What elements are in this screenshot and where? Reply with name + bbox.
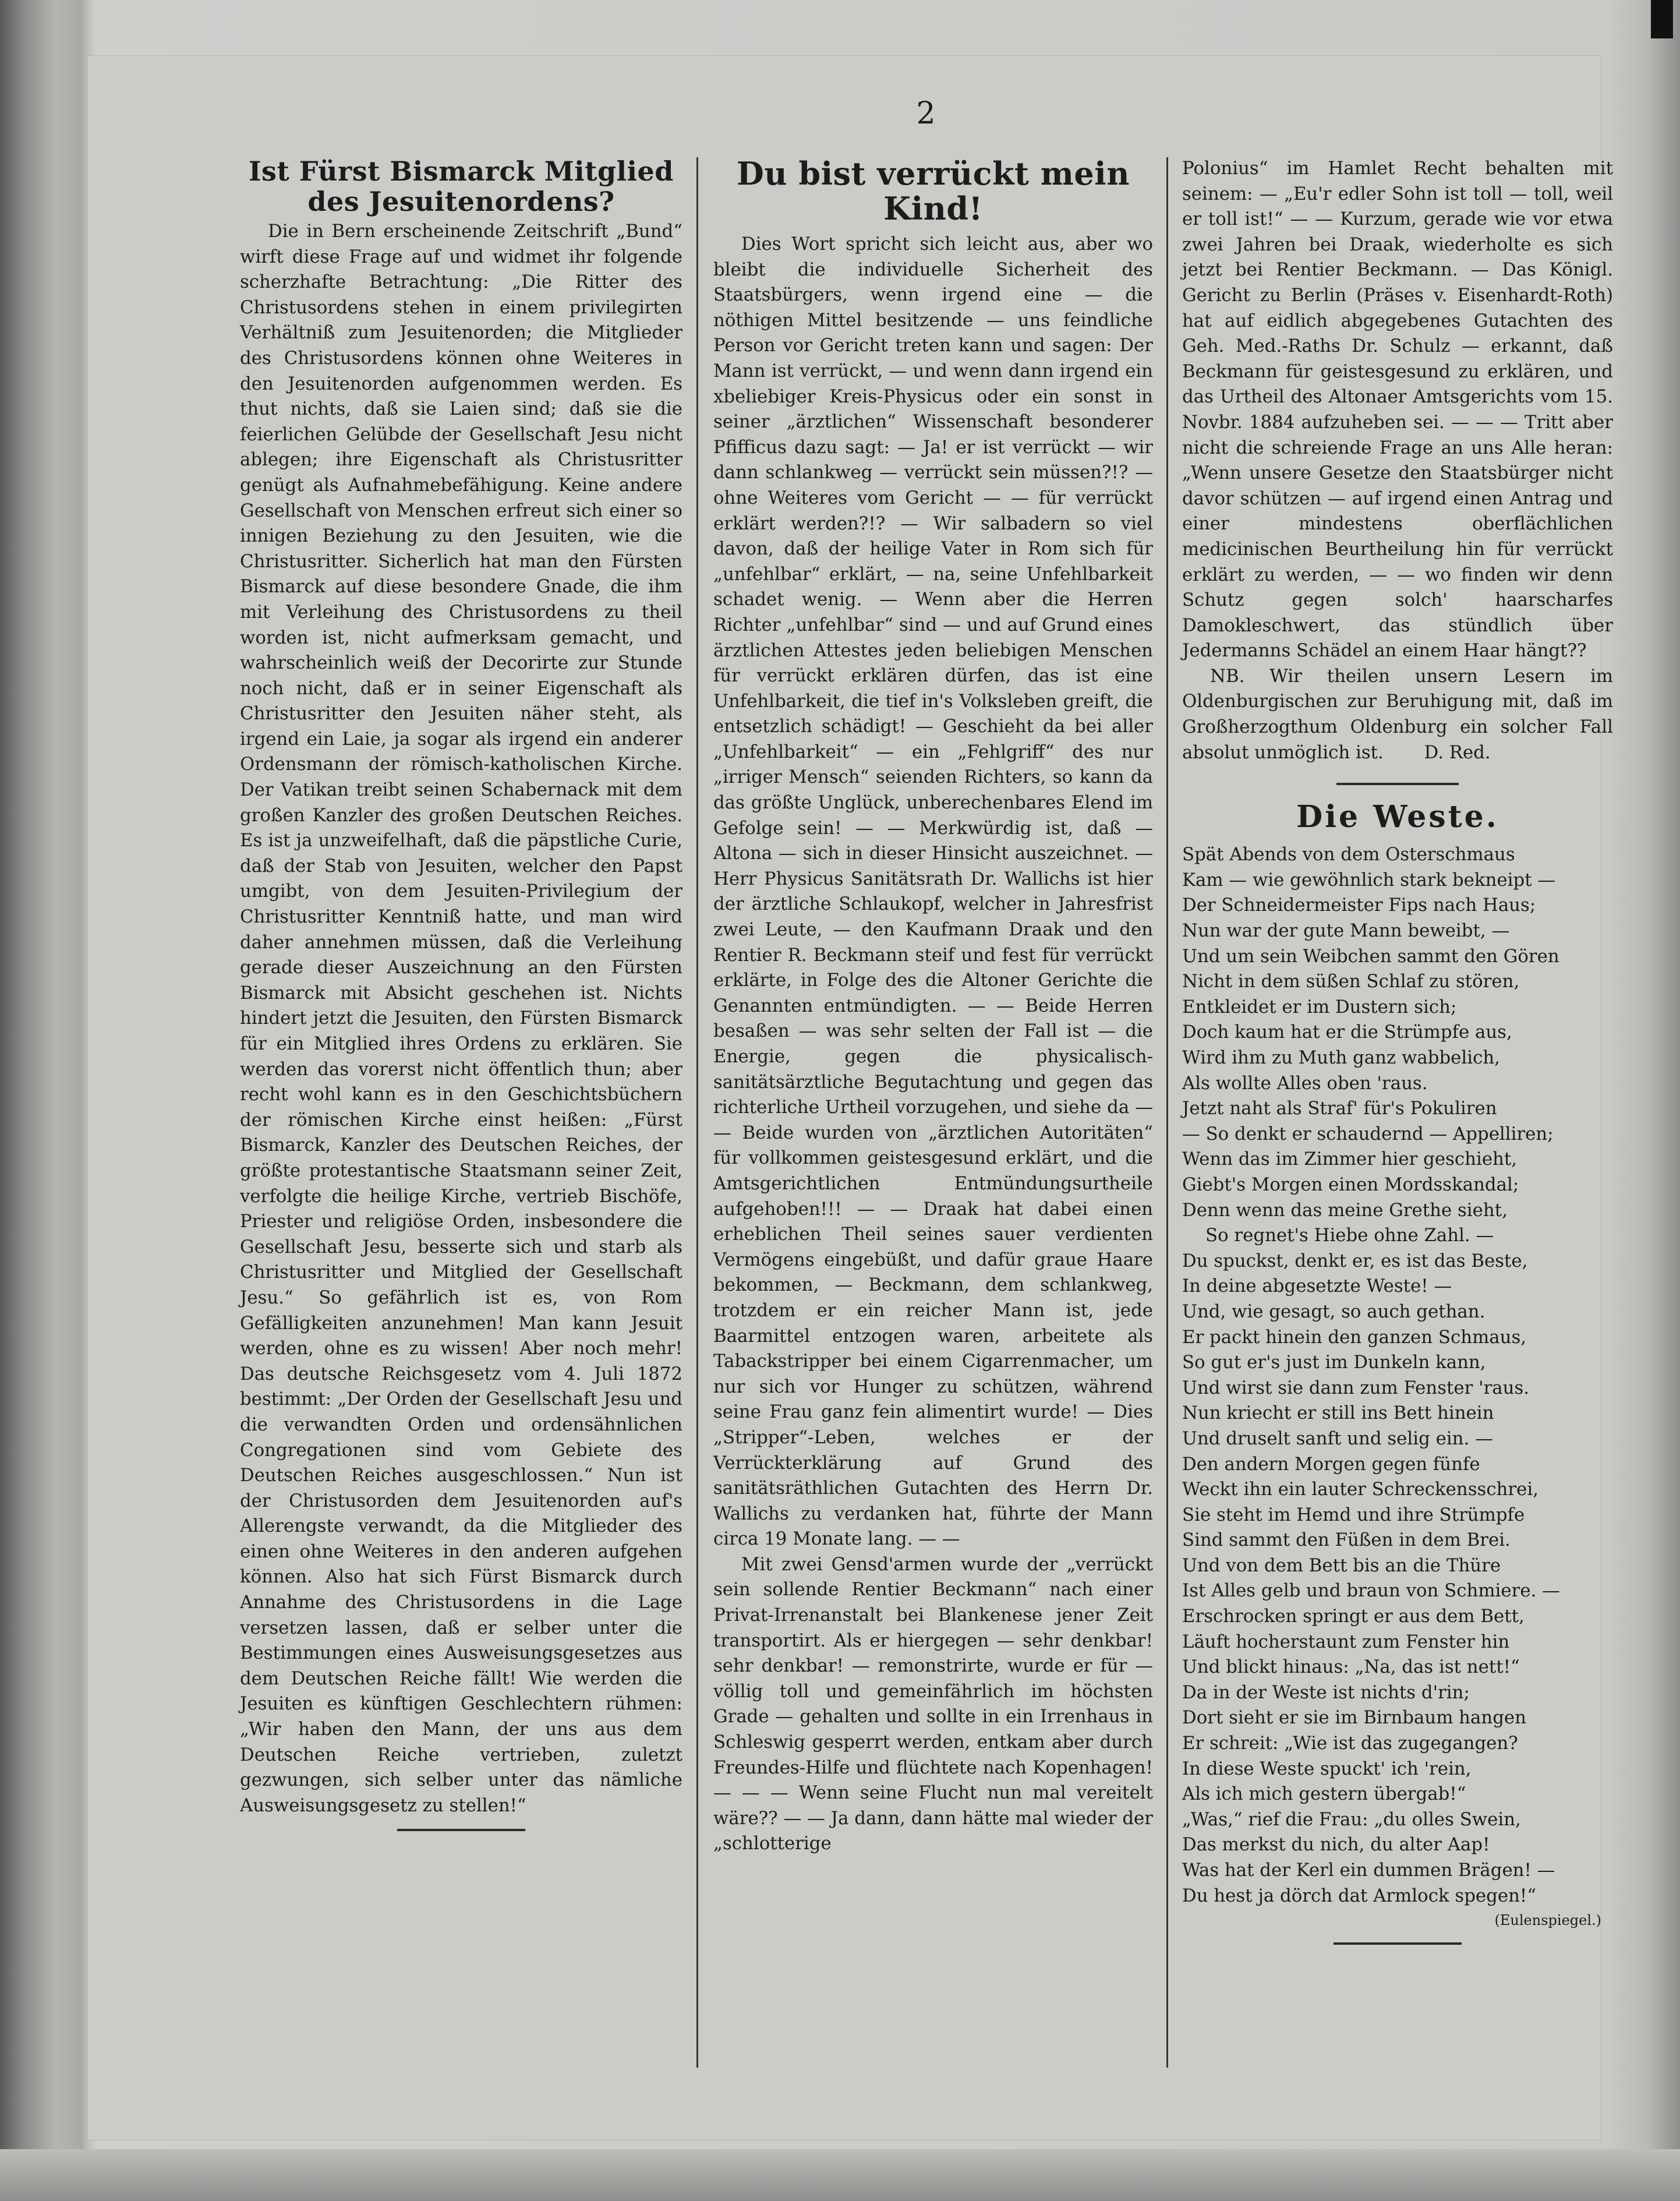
poem-line: Jetzt naht als Straf' für's Pokuliren [1182, 1098, 1497, 1119]
poem-line: — So denkt er schaudernd — Appelliren; [1182, 1123, 1554, 1144]
editor-note-signature: D. Red. [1424, 741, 1491, 763]
column-2 [713, 156, 1153, 1857]
poem-source: (Eulenspiegel.) [1494, 1912, 1601, 1929]
column-3 [1182, 156, 1613, 1945]
poem-line: Da in der Weste ist nichts d'rin; [1182, 1681, 1470, 1703]
poem-line: Er packt hinein den ganzen Schmaus, [1182, 1326, 1527, 1348]
poem-line: Giebt's Morgen einen Mordsskandal; [1182, 1174, 1519, 1195]
poem-line: Und blickt hinaus: „Na, das ist nett!“ [1182, 1656, 1520, 1678]
poem-title: Die Weste. [1296, 799, 1499, 835]
poem-line: Kam — wie gewöhnlich stark bekneipt — [1182, 869, 1556, 891]
poem-line: Er schreit: „Wie ist das zugegangen? [1182, 1733, 1518, 1754]
poem-line: Nun kriecht er still ins Bett hinein [1182, 1402, 1494, 1424]
poem-line: Was hat der Kerl ein dummen Brägen! — [1182, 1860, 1555, 1881]
article-1-paragraph: Die in Bern erscheinende Zeitschrift „Bund“ wirft diese Frage auf und widmet ihr folgende scherzhafte Betrachtung: „Die Ritter des Christusordens stehen in einem privilegirten Verhältniß zum Jesuitenorden; die Mitglieder des Christusordens können ohne Weiteres in den Jesuitenorden aufgenommen werden. Es thut nichts, daß sie Laien sind; daß sie die feierlichen Gelübde der Gesellschaft Jesu nicht ablegen; ihre Eigenschaft als Christusritter genügt als Aufnahmebefähigung. Keine andere Gesellschaft von Menschen erfreut sich einer so innigen Beziehung zu den Jesuiten, wie die Christusritter. Sicherlich hat man den Fürsten Bismarck auf diese besondere Gnade, die ihm mit Verleihung des Christusordens zu theil worden ist, nicht aufmerksam gemacht, und wahrscheinlich weiß der Decorirte zur Stunde noch nicht, daß er in seiner Eigenschaft als Christusritter den Jesuiten näher steht, als irgend ein Laie, ja sogar als irgend ein anderer Ordensmann der römisch-katholischen Kirche. Der Vatikan treibt seinen Schabernack mit dem großen Kanzler des großen Deutschen Reiches. Es ist ja unzweifelhaft, daß die päpstliche Curie, daß der Stab von Jesuiten, welcher den Papst umgibt, von dem Jesuiten-Privilegium der Christusritter Kenntniß hatte, und man wird daher annehmen müssen, daß die Verleihung gerade dieser Auszeichnung an den Fürsten Bismarck mit Absicht geschehen ist. Nichts hindert jetzt die Jesuiten, den Fürsten Bismarck für ein Mitglied ihres Ordens zu erklären. Sie werden das vorerst nicht öffentlich thun; aber recht wohl kann es in den Geschichtsbüchern der römischen Kirche einst heißen: „Fürst Bismarck, Kanzler des Deutschen Reiches, der größte protestantische Staatsmann seiner Zeit, verfolgte die heilige Kirche, vertrieb Bischöfe, Priester und religiöse Orden, insbesondere die Gesellschaft Jesu, besserte sich und starb als Christusritter und Mitglied der Gesellschaft Jesu.“ So gefährlich ist es, von Rom Gefälligkeiten anzunehmen! Man kann Jesuit werden, ohne es zu wissen! Aber noch mehr! Das deutsche Reichsgesetz vom 4. Juli 1872 bestimmt: „Der Orden der Gesellschaft Jesu und die verwandten Orden und ordensähnlichen Congregationen sind vom Gebiete des Deutschen Reiches ausgeschlossen.“ Nun ist der Christusorden dem Jesuitenorden auf's Allerengste verwandt, da die Mitglieder des einen ohne Weiteres in den anderen aufgehen können. Also hat sich Fürst Bismarck durch Annahme des Christusordens in die Lage versetzen lassen, daß er selber unter die Bestimmungen eines Ausweisungsgesetzes aus dem Deutschen Reiche fällt! Wie werden die Jesuiten es künftigen Geschlechtern rühmen: „Wir haben den Mann, der uns aus dem Deutschen Reiche vertrieben, zuletzt gezwungen, sich selber unter das nämliche Ausweisungsgesetz zu stellen!“ [240, 221, 682, 1816]
article-end-rule [397, 1829, 525, 1831]
poem-line: Ist Alles gelb und braun von Schmiere. — [1182, 1580, 1560, 1602]
poem-line: Den andern Morgen gegen fünfe [1182, 1453, 1480, 1475]
article-2-paragraph: Mit zwei Gensd'armen wurde der „verrückt sein sollende Rentier Beckmann“ nach einer Privat-Irrenanstalt bei Blankenese jener Zeit transportirt. Als er hiergegen — sehr denkbar! sehr denkbar! — remonstrirte, wurde er für — völlig toll und gemeinfährlich im höchsten Grade — gehalten und sollte in ein Irrenhaus in Schleswig gesperrt werden, entkam aber durch Freundes-Hilfe und flüchtete nach Kopenhagen! — — — Wenn seine Flucht nun mal vereitelt wäre?? — — Ja dann, dann hätte mal wieder der „schlotterige [713, 1553, 1153, 1854]
poem-line: Du spuckst, denkt er, es ist das Beste, [1182, 1250, 1528, 1271]
poem-line: Sind sammt den Füßen in dem Brei. [1182, 1529, 1511, 1551]
column-divider-1 [696, 157, 698, 2068]
page-bottom-edge [0, 2149, 1680, 2201]
poem-line: Denn wenn das meine Grethe sieht, [1182, 1199, 1508, 1221]
poem-line: Nun war der gute Mann beweibt, — [1182, 920, 1510, 942]
poem-line: Und wirst sie dann zum Fenster 'raus. [1182, 1377, 1530, 1398]
editor-note [1182, 664, 1613, 765]
article-2-paragraph: Dies Wort spricht sich leicht aus, aber wo bleibt die individuelle Sicherheit des Staatsbürgers, wenn irgend eine — die nöthigen Mittel besitzende — uns feindliche Person vor Gericht treten kann und sagen: Der Mann ist verrückt, — und wenn dann irgend ein xbeliebiger Kreis-Physicus oder ein sonst in seiner „ärztlichen“ Wissenschaft besonderer Pfifficus dazu sagt: — Ja! er ist verrückt — wir dann schlankweg — verrückt sein müssen?!? — ohne Weiteres vom Gericht — — für verrückt erklärt werden?!? — Wir salbadern so viel davon, daß der heilige Vater in Rom sich für „unfehlbar“ erklärt, — na, seine Unfehlbarkeit schadet wenig. — Wenn aber die Herren Richter „unfehlbar“ sind — und auf Grund eines ärztlichen Attestes jeden beliebigen Menschen für verrückt erklären dürfen, das ist eine Unfehlbarkeit, die tief in's Volksleben greift, die entsetzlich schädigt! — Geschieht da bei aller „Unfehlbarkeit“ — ein „Fehlgriff“ des nur „irriger Mensch“ seienden Richters, so kann da das größte Unglück, unberechenbares Elend im Gefolge sein! — — Merkwürdig ist, daß — Altona — sich in dieser Hinsicht auszeichnet. — Herr Physicus Sanitätsrath Dr. Wallichs ist hier der ärztliche Schlaukopf, welcher in Jahresfrist zwei Leute, — den Kaufmann Draak und den Rentier R. Beckmann steif und fest für verrückt erklärte, in Folge des die Altoner Gerichte die Genannten entmündigten. — — Beide Herren besaßen — was sehr selten der Fall ist — die Energie, gegen die physicalisch-sanitätsärztliche Begutachtung und gegen das richterliche Urtheil vorzugehen, und siehe da — — Beide wurden von „ärztlichen Autoritäten“ für vollkommen geistesgesund erklärt, und die Amtsgerichtlichen Entmündungsurtheile aufgehoben!!! — — Draak hat dabei einen erheblichen Theil seines sauer verdienten Vermögens eingebüßt, und dafür graue Haare bekommen, — Beckmann, dem schlankweg, trotzdem er ein reicher Mann ist, jede Baarmittel entzogen waren, arbeitete als Tabackstripper bei einem Cigarrenmacher, um nur sich vor Hunger zu schützen, während seine Frau ganz fein alimentirt wurde! — Dies „Stripper“-Leben, welches er der Verrückterklärung auf Grund des sanitätsräthlichen Gutachten des Herrn Dr. Wallichs zu verdanken hat, führte der Mann circa 19 Monate lang. — — [713, 234, 1153, 1550]
poem-line: Weckt ihn ein lauter Schreckensschrei, [1182, 1479, 1538, 1500]
poem-line: So regnet's Hiebe ohne Zahl. — [1205, 1225, 1494, 1246]
poem-line: Erschrocken springt er aus dem Bett, [1182, 1606, 1525, 1627]
poem-line: Und, wie gesagt, so auch gethan. [1182, 1301, 1486, 1322]
poem-end-rule [1334, 1942, 1462, 1945]
poem-line: In deine abgesetzte Weste! — [1182, 1276, 1452, 1297]
poem-line: Und von dem Bett bis an die Thüre [1182, 1555, 1501, 1576]
poem-line: Und druselt sanft und selig ein. — [1182, 1428, 1493, 1449]
article-2-continuation: Polonius“ im Hamlet Recht behalten mit seinem: — „Eu'r edler Sohn ist toll — toll, weil er toll ist!“ — — Kurzum, gerade wie vor etwa zwei Jahren bei Draak, wiederholte es sich jetzt bei Rentier Beckmann. — Das Königl. Gericht zu Berlin (Präses v. Eisenhardt-Roth) hat auf eidlich abgegebenes Gutachten des Geh. Med.-Raths Dr. Schulz — erkannt, daß Beckmann für geistesgesund zu erklären, und das Urtheil des Altonaer Amtsgerichts vom 15. Novbr. 1884 aufzuheben sei. — — — Tritt aber nicht die schreiende Frage an uns Alle heran: „Wenn unsere Gesetze den Staatsbürger nicht davor schützen — auf irgend einen Antrag und einer mindestens oberflächlichen medicinischen Beurtheilung hin für verrückt erklärt zu werden, — — wo finden wir denn Schutz gegen solch' haarscharfes Damokleschwert, das stündlich über Jedermanns Schädel an einem Haar hängt?? [1182, 158, 1613, 662]
poem-line: Dort sieht er sie im Birnbaum hangen [1182, 1707, 1526, 1729]
poem-line: Als wollte Alles oben 'raus. [1182, 1072, 1428, 1094]
article-2-title: Du bist verrückt mein Kind! [736, 155, 1130, 227]
page-number: 2 [916, 96, 936, 131]
poem-line: Als ich mich gestern übergab!“ [1182, 1783, 1466, 1805]
poem-line: Spät Abends von dem Osterschmaus [1182, 844, 1515, 865]
poem-line: Das merkst du nich, du alter Aap! [1182, 1834, 1490, 1856]
poem-line: So gut er's just im Dunkeln kann, [1182, 1352, 1486, 1373]
poem-line: Sie steht im Hemd und ihre Strümpfe [1182, 1504, 1525, 1525]
poem-line: Doch kaum hat er die Strümpfe aus, [1182, 1022, 1512, 1043]
poem-line: Nicht in dem süßen Schlaf zu stören, [1182, 971, 1520, 992]
scan-corner-mark [1651, 0, 1673, 38]
poem-line: In diese Weste spuckt' ich 'rein, [1182, 1758, 1472, 1779]
poem-line: Du hest ja dörch dat Armlock spegen!“ [1182, 1885, 1537, 1906]
article-1-title: Ist Fürst Bismarck Mitglied des Jesuitenordens? [249, 156, 674, 217]
column-1 [240, 156, 682, 1831]
poem-line: Der Schneidermeister Fips nach Haus; [1182, 895, 1536, 916]
poem-line: „Was,“ rief die Frau: „du olles Swein, [1182, 1808, 1521, 1830]
poem-line: Entkleidet er im Dustern sich; [1182, 996, 1457, 1018]
column-divider-2 [1166, 157, 1168, 2068]
poem-line: Läuft hocherstaunt zum Fenster hin [1182, 1631, 1510, 1652]
poem-line: Wird ihm zu Muth ganz wabbelich, [1182, 1047, 1500, 1068]
section-rule [1336, 783, 1459, 785]
editor-note-text: NB. Wir theilen unsern Lesern im Oldenburgischen zur Beruhigung mit, daß im Großherzogthum Oldenburg ein solcher Fall absolut unmöglich ist. [1182, 665, 1613, 763]
poem [1182, 842, 1613, 1909]
poem-line: Wenn das im Zimmer hier geschieht, [1182, 1149, 1518, 1170]
poem-line: Und um sein Weibchen sammt den Gören [1182, 945, 1559, 967]
